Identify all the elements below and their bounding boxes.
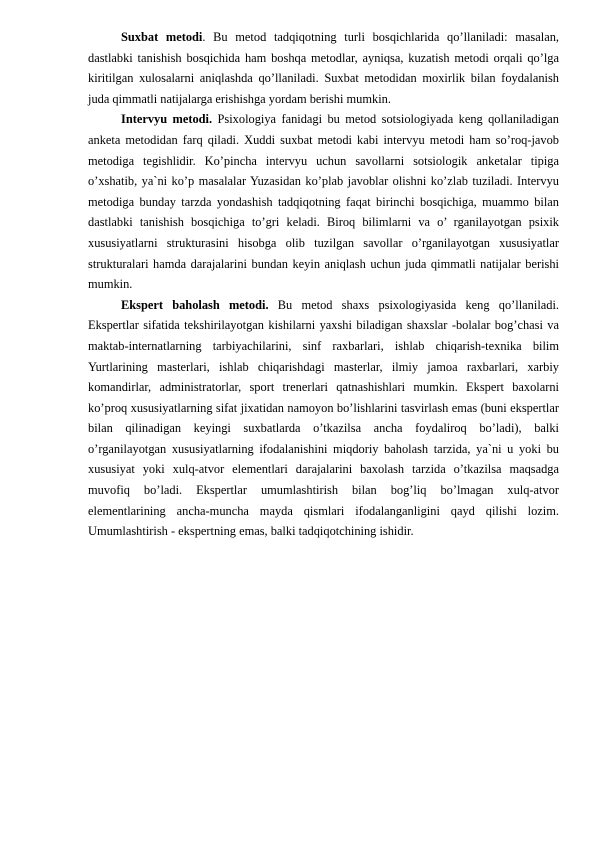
- document-page: [88, 27, 559, 542]
- term-heading: Intervyu metodi.: [121, 112, 213, 127]
- term-heading: Ekspert baholash metodi.: [121, 297, 269, 312]
- paragraph-text: . Bu metod tadqiqotning turli bosqichlarida qo’llaniladi: masalan, dastlabki tanishish bosqichida ham boshqa metodlar, ayniqsa, kuzatish metodi orqali qo’lga kiritilgan xulosalarni aniqlashda qo’llaniladi. Suxbat metodidan moxirlik bilan foydalanish juda qimmatli natijalarga erishishga yordam berishi mumkin.: [88, 30, 559, 106]
- paragraph-text: Bu metod shaxs psixologiyasida keng qo’llaniladi. Ekspertlar sifatida tekshirilayotgan kishilarni yaxshi biladigan shaxslar -bolalar bog’chasi va maktab-internatlarning tarbiyachilarini, sinf raxbarlari, ishlab chiqarish-texnika bilim Yurtlarining masterlari, ishlab chiqarishdagi masterlar, ilmiy jamoa raxbarlari, xarbiy komandirlar, administratorlar, sport trenerlari qatnashishlari mumkin. Ekspert baxolarni ko’proq xususiyatlarning sifat jixatidan namoyon bo’lishlarini tasvirlash emas (buni ekspertlar bilan qilinadigan keyingi suxbatlarda o’tkazilsa ancha foydaliroq bo’ladi), balki o’rganilayotgan xususiyatlarning ifodalanishini miqdoriy baholash tarzida, ya`ni u yoki bu xususiyat yoki xulq-atvor elementlari darajalarini baxolash tarzida o’tkazilsa maqsadga muvofiq bo’ladi. Ekspertlar umumlashtirish bilan bog’liq bo’lmagan xulq-atvor elementlarining ancha-muncha mayda qismlari ifodalanganligini qayd qilishi lozim. Umumlashtirish - ekspertning emas, balki tadqiqotchining ishidir.: [88, 297, 559, 539]
- paragraph-intervyu-metodi: [88, 109, 559, 294]
- term-heading: Suxbat metodi: [121, 30, 203, 44]
- paragraph-text: Psixologiya fanidagi bu metod sotsiologiyada keng qollaniladigan anketa metodidan farq qiladi. Xuddi suxbat metodi kabi intervyu metodi ham so’roq-javob metodiga tegishlidir. Ko’pincha intervyu uchun savollarni sotsiologik anketalar tipiga o’xshatib, ya`ni ko’p masalalar Yuzasidan ko’plab javoblar olishni ko’zlab tuziladi. Intervyu metodiga bunday tarzda yondashish tadqiqotning faqat birinchi bosqichiga, muammo bilan dastlabki tanishish bosqichiga to’gri keladi. Biroq bilimlarni va o’ rganilayotgan psixik xususiyatlarni strukturasini hisobga olib tuzilgan savollar o’rganilayotgan xususiyatlar strukturalari hamda darajalarini bundan keyin aniqlash uchun juda qimmatli natijalar berishi mumkin.: [88, 112, 559, 292]
- paragraph-suxbat-metodi: [88, 27, 559, 109]
- paragraph-ekspert-baholash-metodi: [88, 295, 559, 542]
